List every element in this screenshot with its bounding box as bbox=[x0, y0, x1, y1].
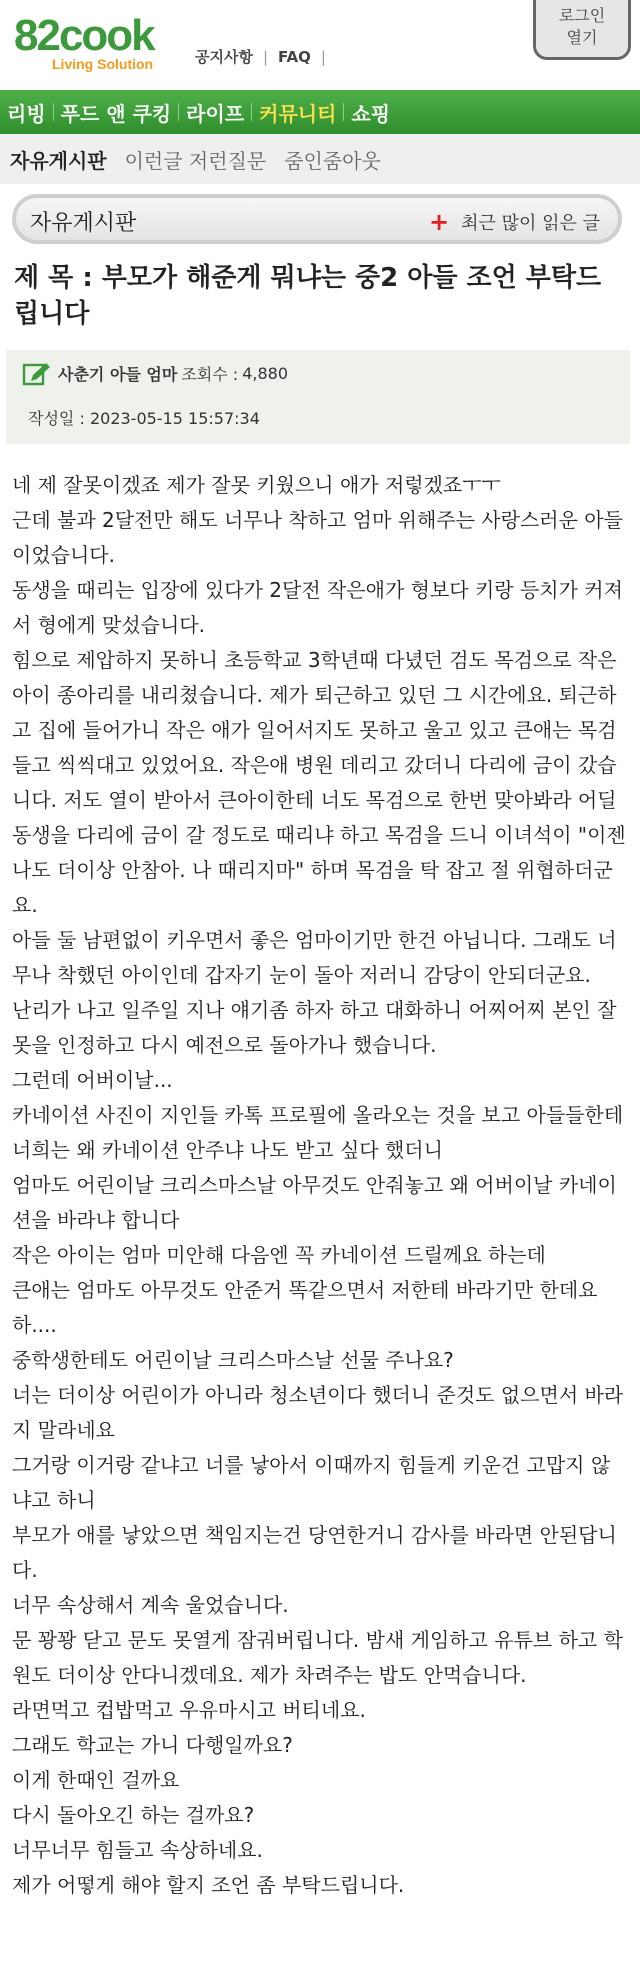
body-paragraph: 제가 어떻게 해야 할지 조언 좀 부탁드립니다. bbox=[12, 1873, 405, 1897]
views-label: 조회수 : bbox=[181, 364, 239, 384]
login-label: 로그인 bbox=[558, 6, 606, 25]
plus-icon: + bbox=[429, 208, 450, 236]
body-paragraph: 큰애는 엄마도 아무것도 안준거 똑같으면서 저한테 바라기만 한데요 하.... bbox=[12, 1278, 598, 1337]
nav-item-food-cooking[interactable]: 푸드 앤 쿠킹 bbox=[60, 101, 172, 126]
body-paragraph: 부모가 애를 낳았으면 책임지는건 당연한거니 감사를 바라면 안된답니다. bbox=[12, 1523, 617, 1582]
body-paragraph: 그런데 어버이날... bbox=[12, 1068, 173, 1092]
body-paragraph: 라면먹고 컵밥먹고 우유마시고 버티네요. bbox=[12, 1698, 366, 1722]
logo-tagline: Living Solution bbox=[52, 56, 154, 72]
meta-date-row bbox=[28, 406, 260, 429]
body-paragraph: 그래도 학교는 가니 다행일까요? bbox=[12, 1733, 293, 1757]
body-paragraph: 동생을 때리는 입장에 있다가 2달전 작은애가 형보다 키랑 등치가 커져서 형에게 맞섰습니다. bbox=[12, 578, 623, 637]
body-paragraph: 너는 더이상 어린이가 아니라 청소년이다 했더니 준것도 없으면서 바라지 말라네요 bbox=[12, 1383, 624, 1442]
post-date: 2023-05-15 15:57:34 bbox=[89, 409, 260, 428]
board-title[interactable]: 자유게시판 bbox=[30, 211, 137, 236]
post-body bbox=[12, 468, 628, 1903]
nav-item-living[interactable]: 리빙 bbox=[7, 101, 46, 126]
login-open-button[interactable] bbox=[533, 0, 631, 60]
body-paragraph: 엄마도 어린이날 크리스마스날 아무것도 안줘놓고 왜 어버이날 카네이션을 바라냐 합니다 bbox=[12, 1173, 617, 1232]
subnav-item-zoom-in-out[interactable]: 줌인줌아웃 bbox=[284, 148, 381, 173]
body-paragraph: 다시 돌아오긴 하는 걸까요? bbox=[12, 1803, 255, 1827]
body-paragraph: 네 제 잘못이겠죠 제가 잘못 키웠으니 애가 저렇겠죠ㅜㅜ bbox=[12, 473, 501, 497]
nav-item-shopping[interactable]: 쇼핑 bbox=[351, 101, 391, 126]
sub-nav bbox=[0, 134, 640, 184]
logo-text: 82cook bbox=[14, 11, 154, 60]
edit-icon bbox=[22, 360, 52, 386]
body-paragraph: 힘으로 제압하지 못하니 초등학교 3학년때 다녔던 검도 목검으로 작은아이 종아리를 내리쳤습니다. 제가 퇴근하고 있던 그 시간에요. 퇴근하고 집에 들어가니 작은 애가 일어서지도 못하고 울고 있고 큰애는 목검들고 씩씩대고 있었어요. 작은애 병원 데리고 갔더니 다리에 금이 갔습니다. 저도 열이 받아서 큰아이한테 너도 목검으로 한번 맞아봐라 어딜 동생을 다리에 금이 갈 정도로 때리냐 하고 목검을 드니 이녀석이 "이젠 나도 더이상 안참아. 나 때리지마" 하며 목검을 탁 잡고 절 위협하더군요. bbox=[12, 648, 626, 917]
subnav-item-questions[interactable]: 이런글 저런질문 bbox=[124, 148, 267, 173]
nav-item-community[interactable]: 커뮤니티 bbox=[259, 101, 337, 126]
date-label: 작성일 : bbox=[28, 409, 85, 428]
divider: | bbox=[262, 47, 269, 66]
subnav-item-free-board[interactable]: 자유게시판 bbox=[10, 148, 107, 173]
body-paragraph: 문 꽝꽝 닫고 문도 못열게 잠궈버립니다. 밤새 게임하고 유튜브 하고 학원도 더이상 안다니겠데요. 제가 차려주는 밥도 안먹습니다. bbox=[12, 1628, 623, 1687]
post-meta bbox=[6, 350, 630, 444]
popular-posts-label: 최근 많이 읽은 글 bbox=[461, 213, 600, 234]
board-header bbox=[12, 194, 622, 244]
body-paragraph: 작은 아이는 엄마 미안해 다음엔 꼭 카네이션 드릴께요 하는데 bbox=[12, 1243, 546, 1267]
top-links bbox=[195, 46, 336, 67]
faq-link[interactable]: FAQ bbox=[278, 47, 311, 66]
body-paragraph: 너무 속상해서 계속 울었습니다. bbox=[12, 1593, 289, 1617]
site-logo[interactable] bbox=[14, 11, 174, 72]
body-paragraph: 아들 둘 남편없이 키우면서 좋은 엄마이기만 한건 아닙니다. 그래도 너무나 착했던 아이인데 갑자기 눈이 돌아 저러니 감당이 안되더군요. bbox=[12, 928, 617, 987]
nav-item-life[interactable]: 라이프 bbox=[186, 101, 245, 126]
main-nav bbox=[0, 90, 640, 134]
login-label-2: 열기 bbox=[566, 28, 598, 47]
body-paragraph: 이게 한때인 걸까요 bbox=[12, 1768, 180, 1792]
meta-author-row bbox=[22, 360, 288, 386]
author-name[interactable]: 사춘기 아들 엄마 bbox=[58, 364, 178, 384]
body-paragraph: 중학생한테도 어린이날 크리스마스날 선물 주나요? bbox=[12, 1348, 454, 1372]
body-paragraph: 근데 불과 2달전만 해도 너무나 착하고 엄마 위해주는 사랑스러운 아들이었습니다. bbox=[12, 508, 623, 567]
body-paragraph: 너무너무 힘들고 속상하네요. bbox=[12, 1838, 263, 1862]
body-paragraph: 카네이션 사진이 지인들 카톡 프로필에 올라오는 것을 보고 아들들한테 너희는 왜 카네이션 안주냐 나도 받고 싶다 했더니 bbox=[12, 1103, 624, 1162]
popular-posts-link[interactable] bbox=[429, 209, 600, 235]
site-header bbox=[0, 0, 640, 90]
body-paragraph: 그거랑 이거랑 같냐고 너를 낳아서 이때까지 힘들게 키운건 고맙지 않냐고 하니 bbox=[12, 1453, 611, 1512]
post-title: 제 목 : 부모가 해준게 뭐냐는 중2 아들 조언 부탁드립니다 bbox=[14, 263, 602, 329]
body-paragraph: 난리가 나고 일주일 지나 얘기좀 하자 하고 대화하니 어찌어찌 본인 잘못을 인정하고 다시 예전으로 돌아가나 했습니다. bbox=[12, 998, 617, 1057]
views-count: 4,880 bbox=[242, 363, 289, 383]
divider: | bbox=[320, 47, 326, 66]
notice-link[interactable]: 공지사항 bbox=[195, 48, 253, 66]
